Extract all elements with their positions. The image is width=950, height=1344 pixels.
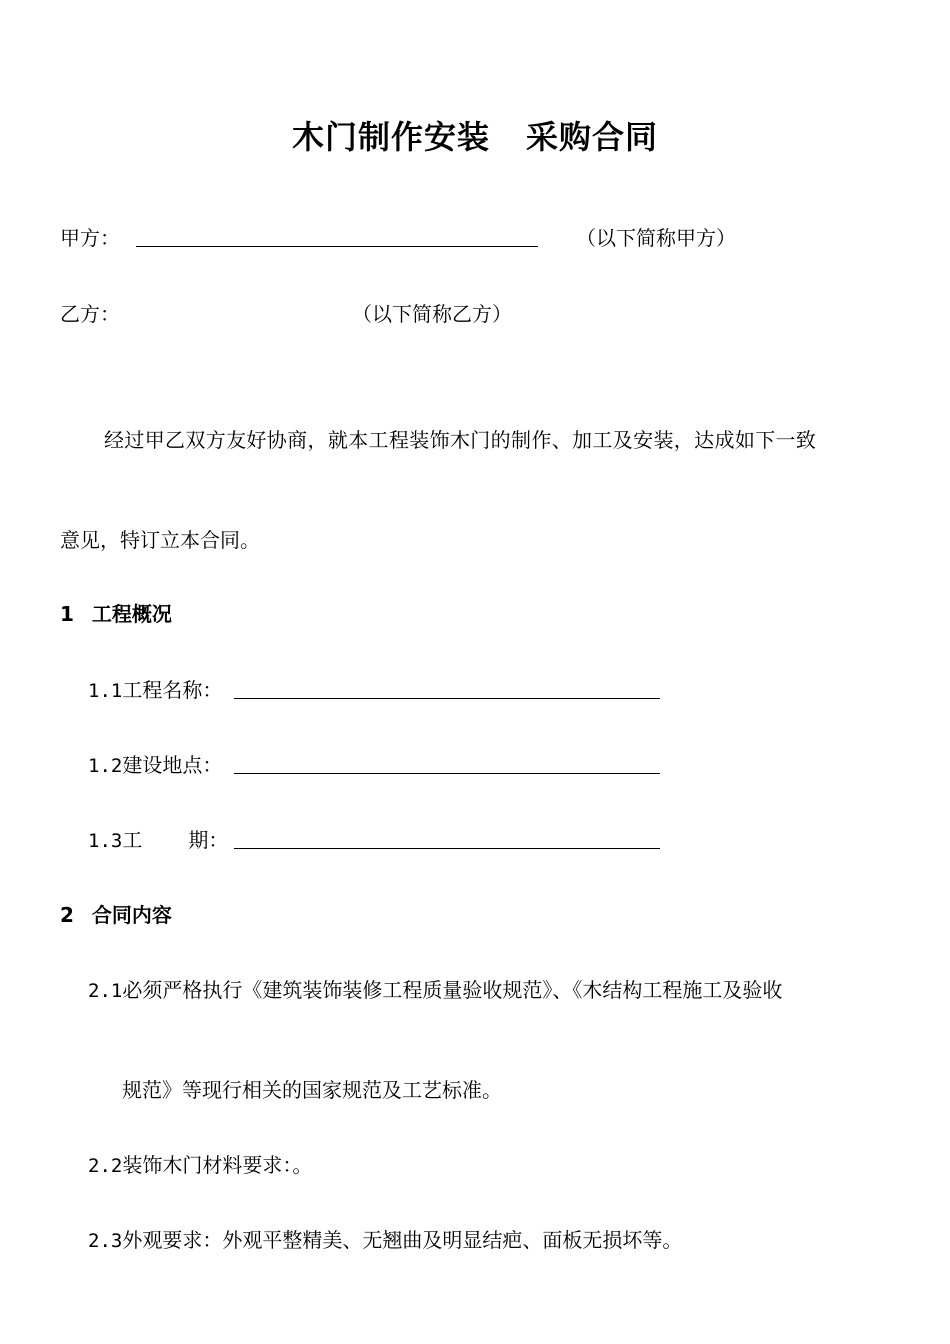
item-1-3-label-b: 期： [188,828,229,852]
item-1-3-label-a: 工 [122,828,143,852]
item-2-2-text: 装饰木门材料要求：。 [122,1153,313,1177]
item-2-1-line-1 [88,980,782,1001]
item-1-2-blank-line[interactable] [234,773,660,774]
item-1-1 [88,680,222,701]
section-2-number: 2 [60,903,74,927]
document-title [0,118,950,156]
item-1-3-blank-line[interactable] [234,848,660,849]
item-1-3 [88,830,228,851]
section-1-heading [60,604,172,624]
party-a-blank-line[interactable] [136,246,538,247]
item-1-3-number: 1.3 [88,830,123,852]
title-part-1: 木门制作安装 [291,118,490,156]
section-2-title: 合同内容 [91,903,172,927]
title-part-2: 采购合同 [526,118,659,156]
item-1-2 [88,755,222,776]
preamble-line-2: 意见，特订立本合同。 [60,528,260,552]
item-2-1-text-1: 必须严格执行《建筑装饰装修工程质量验收规范》、《木结构工程施工及验收 [122,978,783,1002]
item-2-2-number: 2.2 [88,1155,123,1177]
item-1-1-blank-line[interactable] [234,698,660,699]
item-2-3 [88,1230,682,1251]
item-2-1-line-2: 规范》等现行相关的国家规范及工艺标准。 [122,1078,502,1102]
item-2-3-number: 2.3 [88,1230,123,1252]
section-1-title: 工程概况 [91,602,172,626]
section-1-number: 1 [60,602,74,626]
party-b-note: （以下简称乙方） [352,302,512,326]
party-b-label: 乙方： [60,302,120,326]
preamble-line-1: 经过甲乙双方友好协商，就本工程装饰木门的制作、加工及安装，达成如下一致 [104,428,817,452]
item-1-2-label: 建设地点： [122,753,223,777]
item-2-1-number: 2.1 [88,980,123,1002]
item-1-1-number: 1.1 [88,680,123,702]
section-2-heading [60,905,172,925]
party-a-note: （以下简称甲方） [576,226,736,250]
item-1-2-number: 1.2 [88,755,123,777]
item-1-1-label: 工程名称： [122,678,223,702]
item-2-3-text: 外观要求：外观平整精美、无翘曲及明显结疤、面板无损坏等。 [122,1228,683,1252]
item-2-2 [88,1155,312,1176]
party-a-label: 甲方： [60,226,120,250]
